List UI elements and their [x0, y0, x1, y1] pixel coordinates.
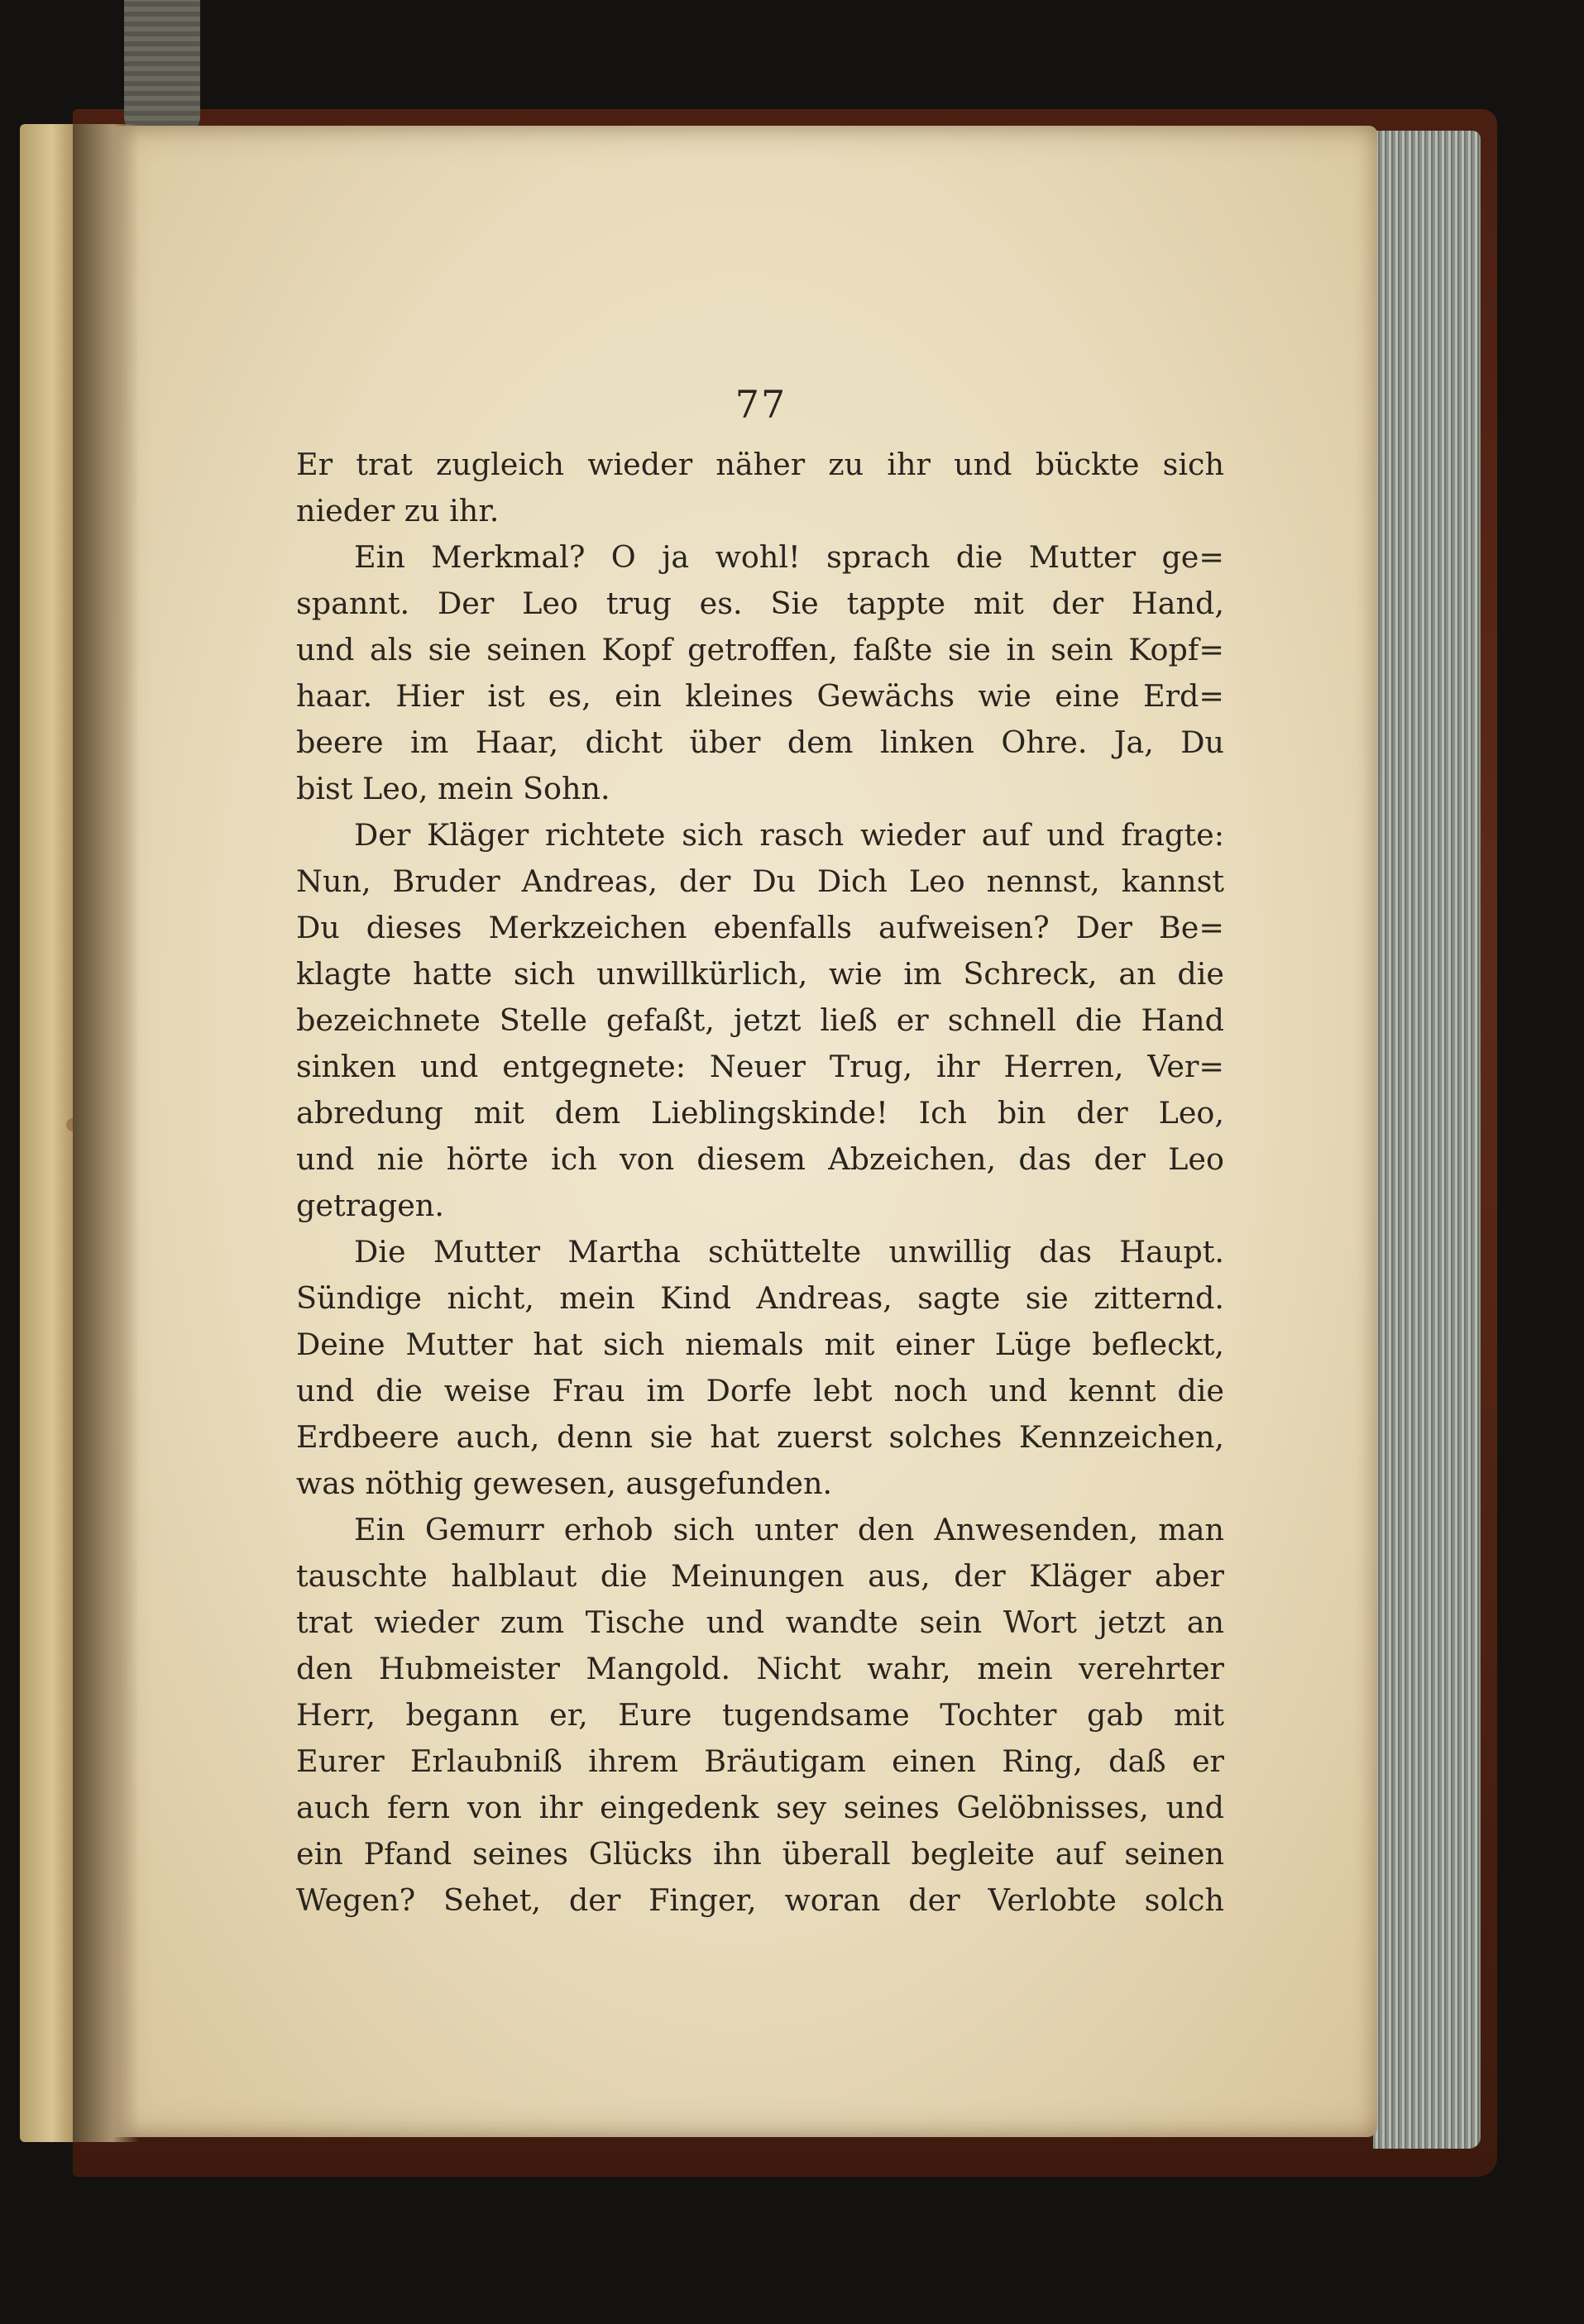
text-line: Der Kläger richtete sich rasch wieder auf und fragte: [354, 817, 1224, 853]
book-page [99, 126, 1377, 2137]
text-line: ein Pfand seines Glücks ihn überall begleite auf seinen [296, 1836, 1224, 1872]
left-page-edge [20, 124, 78, 2142]
text-line: Du dieses Merkzeichen ebenfalls aufweisen? Der Be= [296, 910, 1224, 945]
text-line: klagte hatte sich unwillkürlich, wie im Schreck, an die [296, 956, 1224, 992]
page-number: 77 [735, 382, 787, 427]
text-line: und nie hörte ich von diesem Abzeichen, das der Leo [296, 1141, 1224, 1177]
text-line: trat wieder zum Tische und wandte sein Wort jetzt an [296, 1604, 1224, 1640]
page-text [296, 442, 1224, 1924]
text-line: bist Leo, mein Sohn. [296, 771, 610, 806]
text-line: Deine Mutter hat sich niemals mit einer Lüge befleckt, [296, 1327, 1224, 1362]
text-line: auch fern von ihr eingedenk sey seines Gelöbnisses, und [296, 1790, 1224, 1825]
text-line: Eurer Erlaubniß ihrem Bräutigam einen Ring, daß er [296, 1743, 1224, 1779]
text-line: sinken und entgegnete: Neuer Trug, ihr Herren, Ver= [296, 1049, 1224, 1084]
text-line: Ein Gemurr erhob sich unter den Anwesenden, man [354, 1512, 1224, 1547]
text-line: bezeichnete Stelle gefaßt, jetzt ließ er schnell die Hand [296, 1002, 1224, 1038]
text-line: tauschte halblaut die Meinungen aus, der Kläger aber [296, 1558, 1224, 1594]
text-line: was nöthig gewesen, ausgefunden. [296, 1466, 833, 1501]
text-line: Nun, Bruder Andreas, der Du Dich Leo nennst, kannst [296, 863, 1224, 899]
text-line: Wegen? Sehet, der Finger, woran der Verlobte solch [296, 1882, 1224, 1918]
text-line: spannt. Der Leo trug es. Sie tappte mit der Hand, [296, 586, 1224, 621]
bookmark-ribbon [124, 0, 200, 141]
text-line: abredung mit dem Lieblingskinde! Ich bin der Leo, [296, 1095, 1224, 1131]
text-line: Sündige nicht, mein Kind Andreas, sagte sie zitternd. [296, 1280, 1224, 1316]
text-line: Ein Merkmal? O ja wohl! sprach die Mutter ge= [354, 539, 1224, 575]
text-line: getragen. [296, 1188, 444, 1223]
page-block-edge [1373, 131, 1481, 2149]
text-line: nieder zu ihr. [296, 493, 500, 528]
text-line: Er trat zugleich wieder näher zu ihr und bückte sich [296, 447, 1224, 482]
text-line: den Hubmeister Mangold. Nicht wahr, mein verehrter [296, 1651, 1224, 1686]
text-line: und als sie seinen Kopf getroffen, faßte sie in sein Kopf= [296, 632, 1224, 667]
text-line: Herr, begann er, Eure tugendsame Tochter gab mit [296, 1697, 1224, 1733]
text-line: haar. Hier ist es, ein kleines Gewächs wie eine Erd= [296, 678, 1224, 714]
text-line: beere im Haar, dicht über dem linken Ohre. Ja, Du [296, 724, 1224, 760]
text-line: und die weise Frau im Dorfe lebt noch und kennt die [296, 1373, 1224, 1408]
gutter-shadow [73, 124, 139, 2142]
text-line: Erdbeere auch, denn sie hat zuerst solches Kennzeichen, [296, 1419, 1224, 1455]
text-line: Die Mutter Martha schüttelte unwillig das Haupt. [354, 1234, 1224, 1270]
